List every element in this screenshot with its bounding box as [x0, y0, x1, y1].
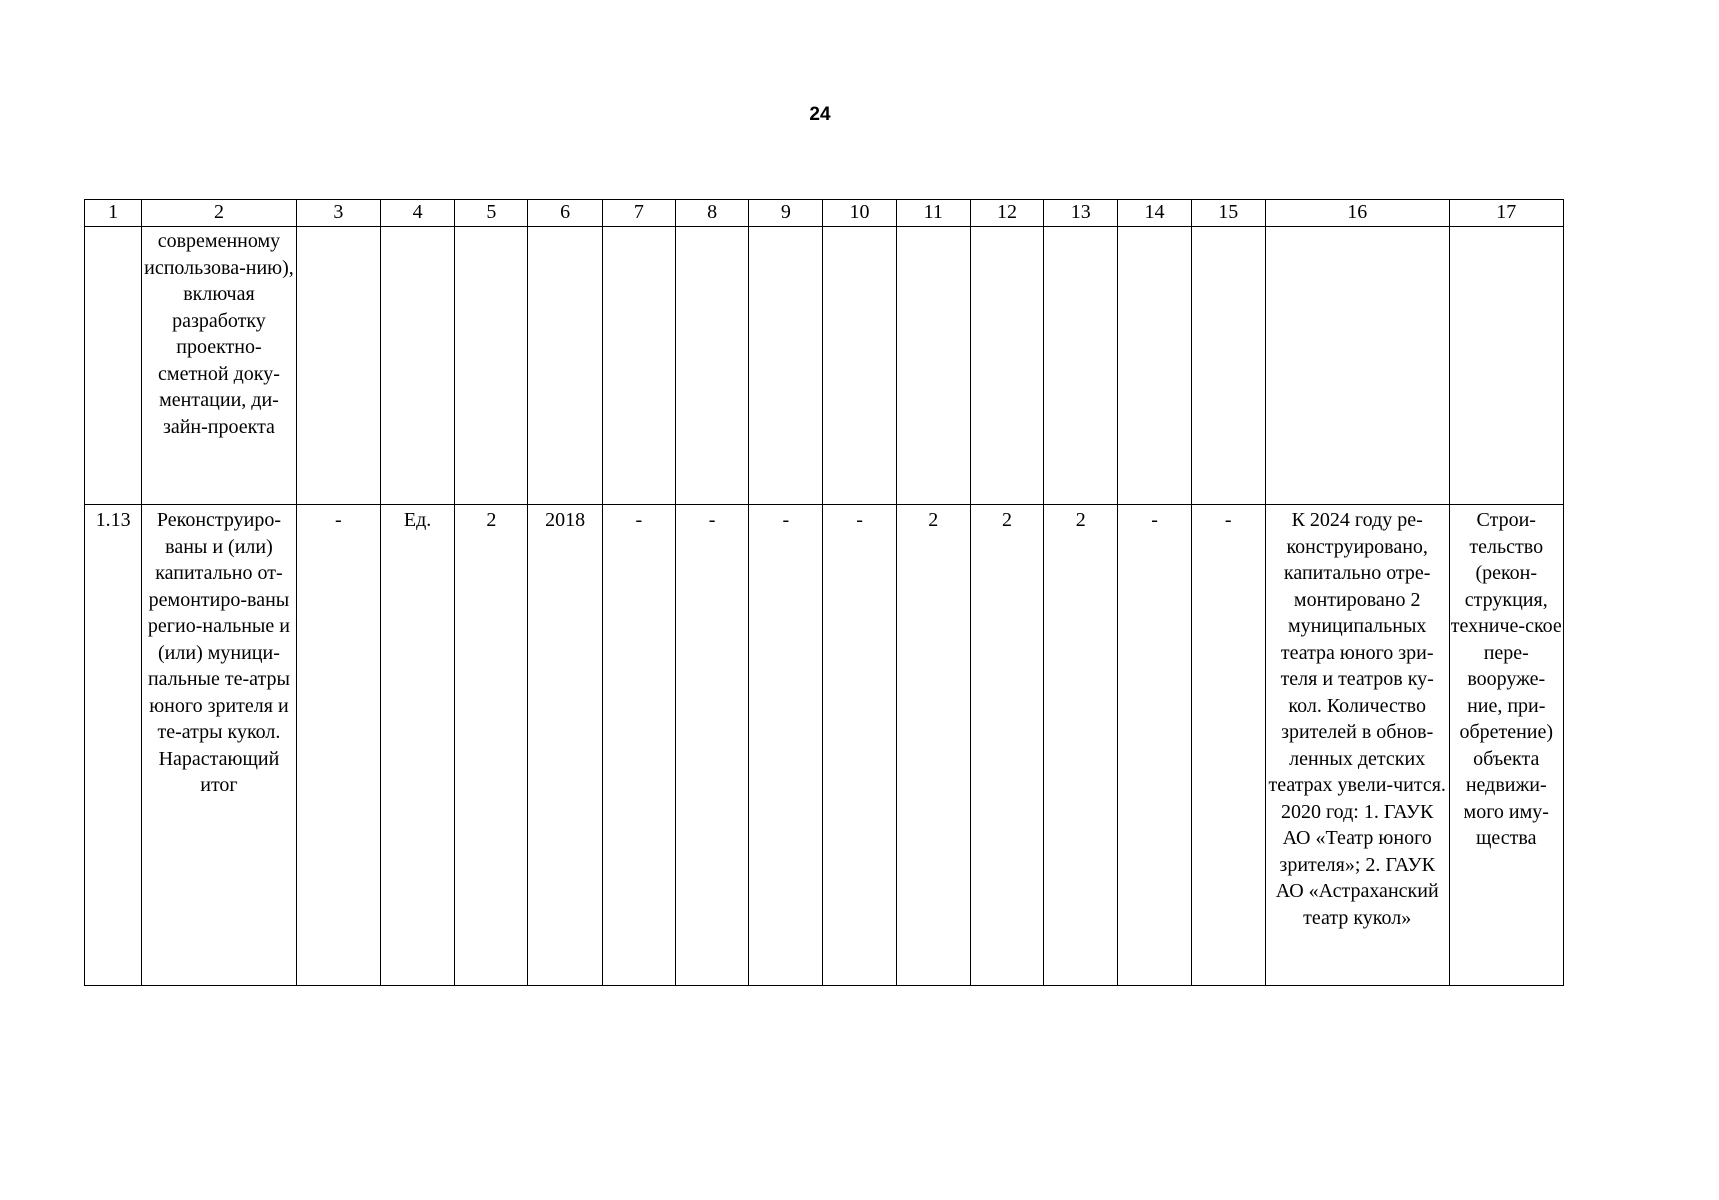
table-header-row: [85, 200, 1564, 227]
header-cell: 4: [380, 200, 454, 227]
header-cell: 8: [675, 200, 748, 227]
header-cell: 14: [1118, 200, 1191, 227]
header-cell: 12: [970, 200, 1043, 227]
header-cell: 10: [823, 200, 896, 227]
table-cell-number: 1.13: [85, 505, 142, 986]
table-cell-value: 2: [896, 505, 970, 986]
table-cell-value: -: [1191, 505, 1265, 986]
table-cell: [296, 227, 380, 505]
table-cell: [749, 227, 823, 505]
table-cell: [1265, 227, 1449, 505]
header-cell: 2: [142, 200, 297, 227]
table-cell: [602, 227, 675, 505]
table-cell-value: 2: [970, 505, 1043, 986]
table-cell-value: -: [749, 505, 823, 986]
header-cell: 7: [602, 200, 675, 227]
table-row-continuation: [85, 227, 1564, 505]
header-cell: 16: [1265, 200, 1449, 227]
table-cell: [1449, 227, 1564, 505]
header-cell: 15: [1191, 200, 1265, 227]
table-cell: [85, 227, 142, 505]
header-cell: 13: [1044, 200, 1118, 227]
table-cell-value: 2: [455, 505, 528, 986]
table-cell: [970, 227, 1043, 505]
table-cell-description: Реконструиро-ваны и (или) капитально от-ремонтиро-ваны регио-нальные и (или) муници-пальные те-атры юного зрителя и те-атры кукол. Нарастающий итог: [142, 505, 297, 986]
header-cell: 11: [896, 200, 970, 227]
table-cell-value: -: [823, 505, 896, 986]
table-cell-value: -: [1118, 505, 1191, 986]
table-cell-type: Строи-тельство (рекон-струкция, техниче-ское пере-вооруже-ние, при-обретение) объекта недвижи-мого иму-щества: [1449, 505, 1564, 986]
header-cell: 3: [296, 200, 380, 227]
table-cell-value: -: [602, 505, 675, 986]
table-cell: [380, 227, 454, 505]
header-cell: 6: [528, 200, 602, 227]
table-cell: [455, 227, 528, 505]
table-cell-year: 2018: [528, 505, 602, 986]
table-cell: [1191, 227, 1265, 505]
table-cell-result: К 2024 году ре-конструировано, капитально отре-монтировано 2 муниципальных театра юного зри-теля и театров ку-кол. Количество зрителей в обнов-ленных детских театрах увели-чится. 2020 год: 1. ГАУК АО «Театр юного зрителя»; 2. ГАУК АО «Астраханский театр кукол»: [1265, 505, 1449, 986]
indicators-table: [84, 199, 1564, 986]
header-cell: 1: [85, 200, 142, 227]
table-cell: [1118, 227, 1191, 505]
table-cell: [823, 227, 896, 505]
page-number: 24: [809, 104, 831, 125]
table-cell: [528, 227, 602, 505]
table-row: [85, 505, 1564, 986]
table-cell: [1044, 227, 1118, 505]
table-cell-description: современному использова-нию), включая разработку проектно-сметной доку-ментации, ди-зайн-проекта: [142, 227, 297, 505]
table-cell: [896, 227, 970, 505]
table-cell-value: 2: [1044, 505, 1118, 986]
table-cell-value: -: [675, 505, 748, 986]
header-cell: 17: [1449, 200, 1564, 227]
table-cell: -: [296, 505, 380, 986]
table-cell-unit: Ед.: [380, 505, 454, 986]
table-cell: [675, 227, 748, 505]
header-cell: 9: [749, 200, 823, 227]
header-cell: 5: [455, 200, 528, 227]
